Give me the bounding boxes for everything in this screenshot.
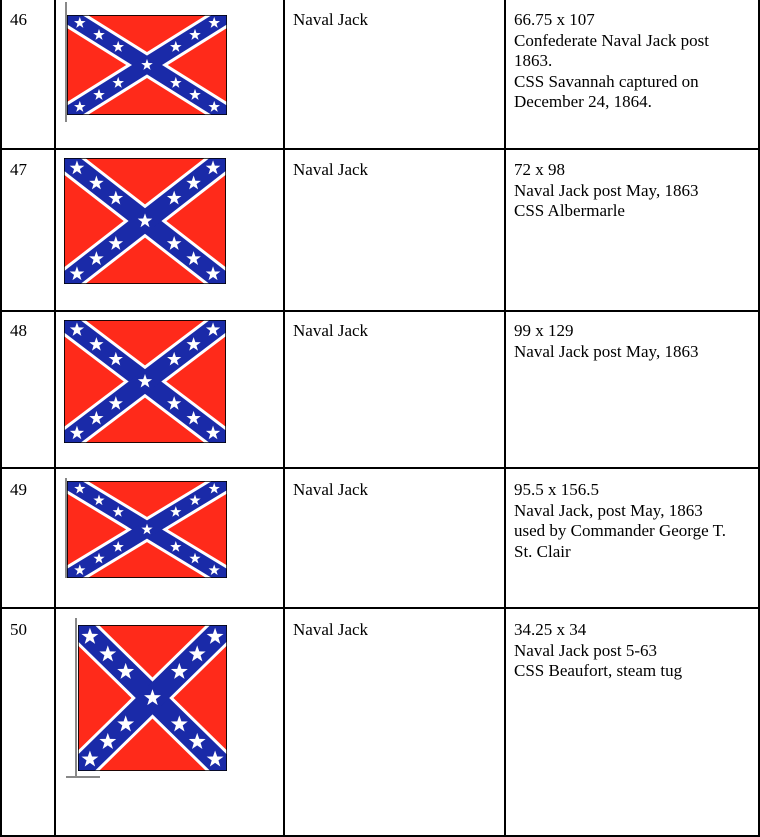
flag-name: Naval Jack <box>293 480 369 499</box>
flag-description <box>514 10 754 113</box>
table-row-divider <box>0 607 760 609</box>
description-line: 99 x 129 <box>514 321 574 340</box>
description-line: Confederate Naval Jack post <box>514 30 709 50</box>
flag-pole <box>75 618 77 778</box>
row-number: 50 <box>10 620 27 639</box>
description-line: 72 x 98 <box>514 160 565 179</box>
description-line: 95.5 x 156.5 <box>514 480 599 499</box>
naval-jack-flag-icon <box>67 15 227 115</box>
row-number: 47 <box>10 160 27 179</box>
flag-halyard <box>66 776 100 778</box>
table-row-divider <box>0 467 760 469</box>
description-line: CSS Albermarle <box>514 201 625 220</box>
table-column-divider <box>283 0 285 837</box>
description-line: 1863. <box>514 51 553 70</box>
flag-description <box>514 620 754 682</box>
description-line: Naval Jack post 5-63 <box>514 640 658 660</box>
flag-name: Naval Jack <box>293 620 369 639</box>
table-column-divider <box>54 0 56 837</box>
flag-description <box>514 160 754 222</box>
naval-jack-flag-icon <box>64 158 226 284</box>
description-line: used by Commander George T. <box>514 521 726 540</box>
table-border-left <box>0 0 2 837</box>
flag-name: Naval Jack <box>293 10 369 29</box>
table-column-divider <box>504 0 506 837</box>
naval-jack-flag-icon <box>67 481 227 578</box>
row-number: 48 <box>10 321 27 340</box>
description-line: CSS Savannah captured on <box>514 71 699 91</box>
naval-jack-flag-icon <box>64 320 226 443</box>
description-line: Naval Jack post May, 1863 <box>514 180 699 200</box>
description-line: St. Clair <box>514 541 571 561</box>
description-line: Naval Jack post May, 1863 <box>514 341 699 361</box>
flag-description <box>514 480 754 562</box>
description-line: 34.25 x 34 <box>514 620 587 639</box>
naval-jack-flag-icon <box>78 625 227 771</box>
description-line: Naval Jack, post May, 1863 <box>514 500 703 520</box>
flag-name: Naval Jack <box>293 160 369 179</box>
description-line: 66.75 x 107 <box>514 10 595 29</box>
row-number: 46 <box>10 10 27 29</box>
flag-description <box>514 321 754 362</box>
row-number: 49 <box>10 480 27 499</box>
flag-name: Naval Jack <box>293 321 369 340</box>
description-line: CSS Beaufort, steam tug <box>514 661 683 680</box>
table-row-divider <box>0 148 760 150</box>
table-row-divider <box>0 310 760 312</box>
description-line: December 24, 1864. <box>514 92 652 111</box>
